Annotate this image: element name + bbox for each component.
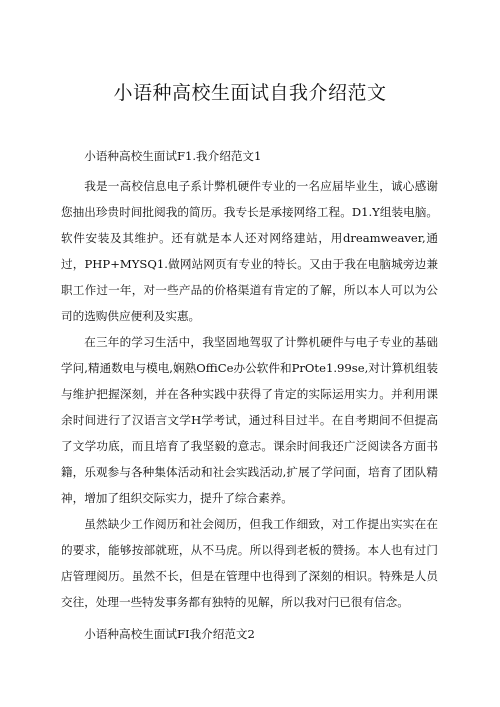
paragraph-2: 在三年的学习生活中，我坚固地驾驭了计弊机硬件与电子专业的基础学问,精通数电与模电,娴熟OffiCe办公软件和PrOte1.99se,对计算机组装与维护把握深刻，并在各种实践中获得了肯定的实际运用实力。并利用课余时间进行了汉语言文学H学考试，通过科目过半。在自考期间不但提高了文学功底，而且培育了我坚毅的意志。课余时间我还广泛阅读各方面书籍，乐观参与各种集体活动和社会实践活动,扩展了学问面，培育了团队精神，增加了组织交际实力，提升了综合素养。 xyxy=(61,335,438,505)
section-heading-2: 小语种高校生面试FI我介绍范文2 xyxy=(84,627,255,641)
document-body xyxy=(61,143,438,651)
paragraph-1: 我是一高校信息电子系计弊机硬件专业的一名应届毕业生，诚心感谢您抽出珍贵时间批阅我的简历。我专长是承接网络工程。D1.Y组装电脑。软件安装及其维护。还有就是本人还对网络建站，用dreamweaver,通过，PHP+MYSQ1.做网站网页有专业的特长。又由于我在电脑城旁边兼职工作过一年，对一些产品的价格渠道有肯定的了解，所以本人可以为公司的选购供应便利及实惠。 xyxy=(61,179,438,323)
section-heading-1: 小语种高校生面试F1.我介绍范文1 xyxy=(84,149,262,163)
paragraph-3: 虽然缺少工作阅历和社会阅历，但我工作细致，对工作提出实实在在的要求，能够按部就班，从不马虎。所以得到老板的赞扬。本人也有过门店管理阅历。虽然不长，但是在管理中也得到了深刻的相识。特殊是人员交往，处理一些特发事务都有独特的见解，所以我对闩已很有信念。 xyxy=(61,517,438,609)
document-title: 小语种高校生面试自我介绍范文 xyxy=(113,82,387,104)
